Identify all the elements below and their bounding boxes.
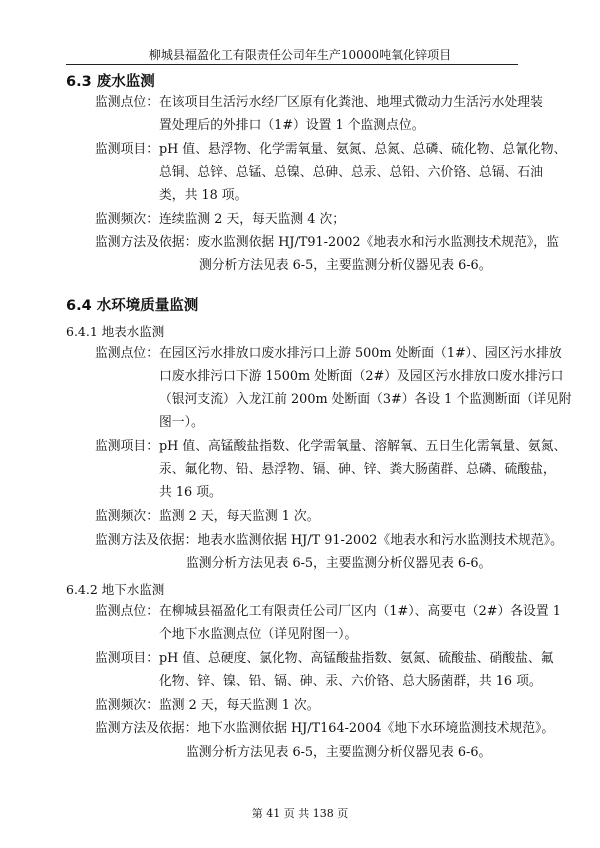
- s641-items-row: [95, 436, 566, 458]
- s63-method-row: [95, 232, 559, 254]
- s642-method-label: 监测方法及依据：: [95, 721, 198, 736]
- s63-freq-row: [95, 209, 345, 231]
- running-header: 柳城县福盈化工有限责任公司年生产10000吨氧化锌项目: [148, 48, 452, 62]
- s641-items-text-2: 汞、氟化物、铅、悬浮物、镉、砷、锌、粪大肠菌群、总磷、硫酸盐，: [159, 462, 556, 477]
- s63-items-text-3: 类，共 18 项。: [159, 188, 248, 203]
- s642-point-text-2: 个地下水监测点位（详见附图一）。: [159, 627, 358, 642]
- s642-point-text-1: 在柳城县福盈化工有限责任公司厂区内（1#）、高要屯（2#）各设置 1: [158, 604, 561, 619]
- page-number: 第 41 页 共 138 页: [251, 807, 349, 820]
- s641-point-text-3: （银河支流）入龙江前 200m 处断面（3#）各设 1 个监测断面（详见附: [159, 392, 572, 407]
- s63-freq-text: 连续监测 2 天，每天监测 4 次；: [158, 212, 346, 227]
- s642-method-text-2: 监测分析方法见表 6-5，主要监测分析仪器见表 6-6。: [186, 745, 492, 760]
- s641-freq-label: 监测频次：: [95, 509, 159, 524]
- s641-point-text-1: 在园区污水排放口废水排污口上游 500m 处断面（1#）、园区污水排放: [158, 346, 562, 361]
- s642-freq-row: [95, 695, 320, 717]
- s642-point-label: 监测点位：: [95, 604, 159, 619]
- s641-items-text-1: pH 值、高锰酸盐指数、化学需氧量、溶解氧、五日生化需氧量、氨氮、: [158, 439, 567, 454]
- s63-method-label: 监测方法及依据：: [95, 235, 198, 250]
- s641-point-label: 监测点位：: [95, 346, 159, 361]
- s642-items-text-2: 化物、锌、镍、铅、镉、砷、汞、六价铬、总大肠菌群，共 16 项。: [159, 674, 542, 689]
- s641-method-label: 监测方法及依据：: [95, 533, 198, 548]
- s641-point-row: [95, 343, 562, 365]
- s642-items-row: [95, 648, 554, 670]
- s63-items-text-2: 总铜、总锌、总锰、总镍、总砷、总汞、总铅、六价铬、总镉、石油: [159, 165, 543, 180]
- s63-items-label: 监测项目：: [95, 142, 159, 157]
- s641-items-label: 监测项目：: [95, 439, 159, 454]
- s63-point-text-2: 置处理后的外排口（1#）设置 1 个监测点位。: [159, 118, 425, 133]
- s642-freq-label: 监测频次：: [95, 698, 159, 713]
- section-heading-6-4: 6.4 水环境质量监测: [66, 298, 199, 314]
- s63-point-label: 监测点位：: [95, 95, 159, 110]
- s642-items-label: 监测项目：: [95, 651, 159, 666]
- s641-point-text-2: 口废水排污口下游 1500m 处断面（2#）及园区污水排放口废水排污口: [159, 369, 564, 384]
- s642-method-row: [95, 718, 554, 740]
- s63-point-text-1: 在该项目生活污水经厂区原有化粪池、地埋式微动力生活污水处理装: [158, 95, 543, 110]
- s642-freq-text: 监测 2 天，每天监测 1 次。: [158, 698, 320, 713]
- s641-freq-row: [95, 506, 320, 528]
- subsection-heading-6-4-2: 6.4.2 地下水监测: [66, 582, 165, 597]
- s642-method-text-1: 地下水监测依据 HJ/T164-2004《地下水环境监测技术规范》。: [197, 721, 555, 736]
- s641-method-text-2: 监测分析方法见表 6-5，主要监测分析仪器见表 6-6。: [186, 556, 492, 571]
- s641-method-row: [95, 530, 563, 552]
- s642-items-text-1: pH 值、总硬度、氯化物、高锰酸盐指数、氨氮、硫酸盐、硝酸盐、氟: [158, 651, 554, 666]
- s641-items-text-3: 共 16 项。: [159, 485, 222, 500]
- s63-method-text-1: 废水监测依据 HJ/T91-2002《地表水和污水监测技术规范》，监: [197, 235, 559, 250]
- section-heading-6-3: 6.3 废水监测: [66, 74, 155, 90]
- s63-items-text-1: pH 值、悬浮物、化学需氧量、氨氮、总氮、总磷、硫化物、总氰化物、: [158, 142, 567, 157]
- s641-point-text-4: 图一）。: [159, 415, 204, 430]
- s63-items-row: [95, 139, 566, 161]
- s642-point-row: [95, 601, 561, 623]
- header-rule: [66, 64, 518, 65]
- s641-method-text-1: 地表水监测依据 HJ/T 91-2002《地表水和污水监测技术规范》。: [197, 533, 563, 548]
- s63-freq-label: 监测频次：: [95, 212, 159, 227]
- s63-point-row: [95, 92, 543, 114]
- subsection-heading-6-4-1: 6.4.1 地表水监测: [66, 324, 165, 339]
- s641-freq-text: 监测 2 天，每天监测 1 次。: [158, 509, 320, 524]
- s63-method-text-2: 测分析方法见表 6-5，主要监测分析仪器见表 6-6。: [199, 258, 492, 273]
